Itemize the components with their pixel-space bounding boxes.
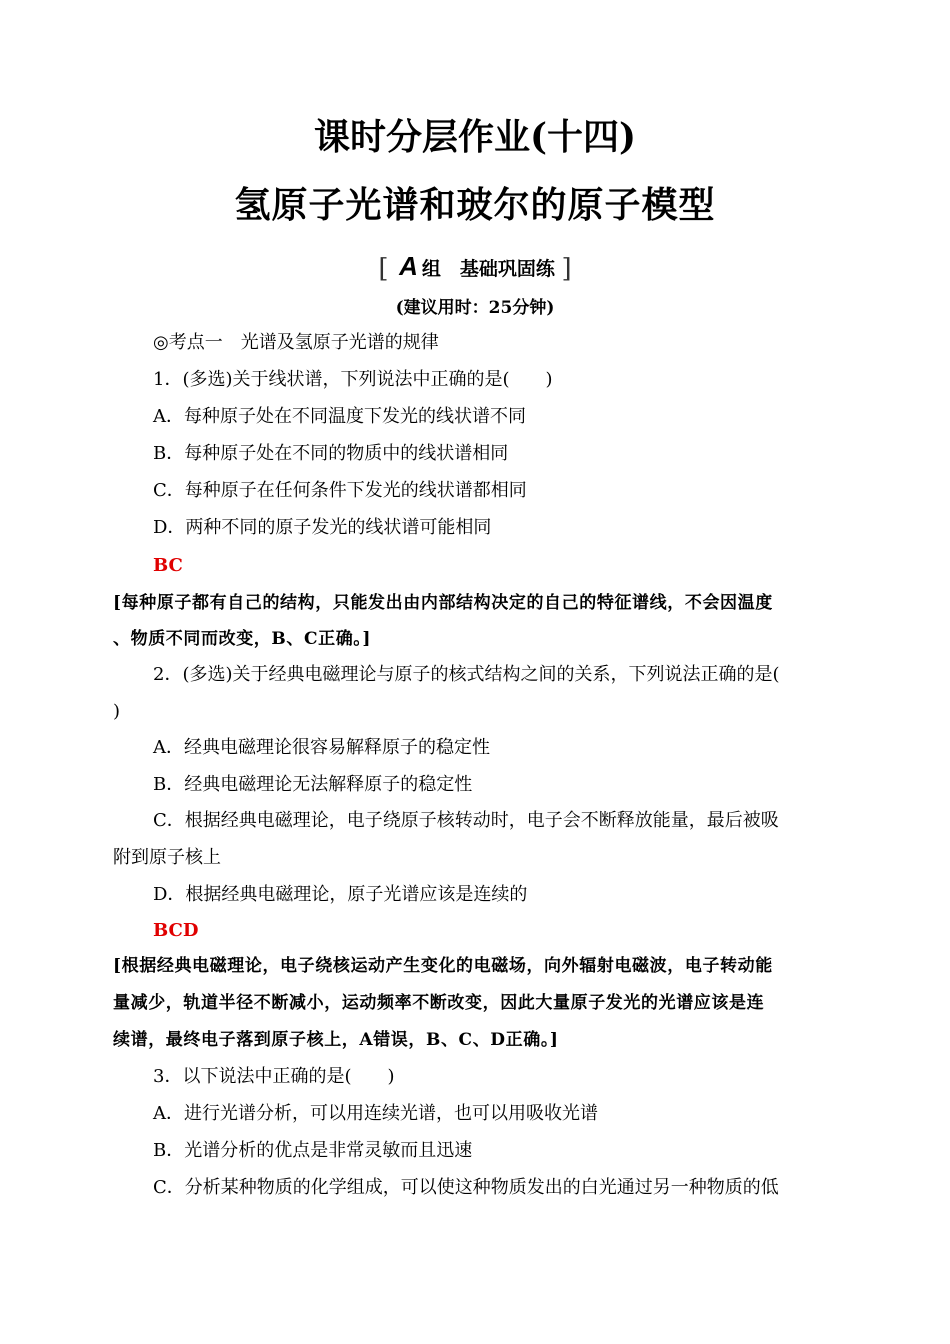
group-banner [0,250,950,285]
homework-title: 课时分层作业(十四) [313,116,637,158]
bracket-left-icon: [ [378,254,389,284]
question-2-option-d: D．根据经典电磁理论，原子光谱应该是连续的 [153,884,528,905]
question-1-explanation-line-2: 、物质不同而改变，B、C正确。] [113,629,372,649]
question-1-option-c: C．每种原子在任何条件下发光的线状谱都相同 [153,480,527,501]
question-2-option-a: A．经典电磁理论很容易解释原子的稳定性 [153,737,490,758]
question-2-stem: 2．(多选)关于经典电磁理论与原子的核式结构之间的关系，下列说法正确的是( [153,664,780,685]
question-2-option-c-cont: 附到原子核上 [113,847,221,868]
section-heading: ◎考点一 光谱及氢原子光谱的规律 [153,332,439,353]
group-letter: A [399,251,418,281]
question-3-option-a: A．进行光谱分析，可以用连续光谱，也可以用吸收光谱 [153,1103,598,1124]
suggested-time: (建议用时：25分钟) [395,298,555,318]
question-2-stem-cont: ) [113,701,121,722]
question-1-explanation-line-1: [每种原子都有自己的结构，只能发出由内部结构决定的自己的特征谱线，不会因温度 [113,593,773,613]
group-label: 组 基础巩固练 [421,258,555,280]
lesson-title: 氢原子光谱和玻尔的原子模型 [234,184,716,226]
question-2-explanation-line-2: 量减少，轨道半径不断减小，运动频率不断改变，因此大量原子发光的光谱应该是连 [113,993,765,1013]
question-2-option-b: B．经典电磁理论无法解释原子的稳定性 [153,774,473,795]
question-1-option-b: B．每种原子处在不同的物质中的线状谱相同 [153,443,509,464]
question-2-answer: BCD [153,920,199,941]
bracket-right-icon: ] [561,254,572,284]
question-1-answer: BC [153,555,183,576]
question-1-option-a: A．每种原子处在不同温度下发光的线状谱不同 [153,406,526,427]
question-2-explanation-line-1: [根据经典电磁理论，电子绕核运动产生变化的电磁场，向外辐射电磁波，电子转动能 [113,956,773,976]
question-2-option-c: C．根据经典电磁理论，电子绕原子核转动时，电子会不断释放能量，最后被吸 [153,810,779,831]
question-3-stem: 3．以下说法中正确的是( ) [153,1066,395,1087]
question-3-option-b: B．光谱分析的优点是非常灵敏而且迅速 [153,1140,473,1161]
question-1-stem: 1．(多选)关于线状谱，下列说法中正确的是( ) [153,369,553,390]
question-3-option-c: C．分析某种物质的化学组成，可以使这种物质发出的白光通过另一种物质的低 [153,1177,779,1198]
question-2-explanation-line-3: 续谱，最终电子落到原子核上，A错误，B、C、D正确。] [113,1030,559,1050]
question-1-option-d: D．两种不同的原子发光的线状谱可能相同 [153,517,492,538]
